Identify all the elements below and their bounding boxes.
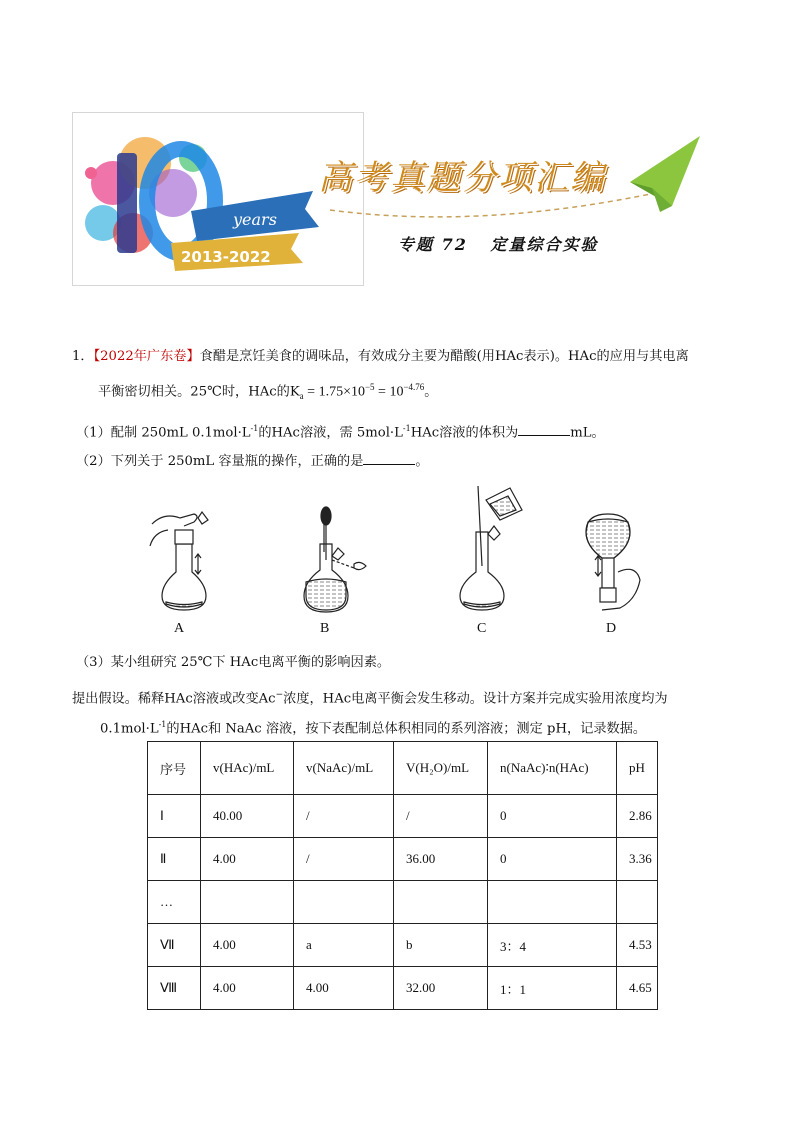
para1-rest: 浓度，HAc电离平衡会发生移动。设计方案并完成实验用浓度均为 [283,691,668,707]
cell: … [148,881,201,924]
cell: 4.00 [294,967,394,1010]
figure-label-b: B [320,621,330,636]
experiment-table [147,741,658,1010]
part1-exp2: -1 [402,424,411,433]
part2-text: （2）下列关于 250mL 容量瓶的操作，正确的是 [76,454,364,469]
para2-rest: 的HAc和 NaAc 溶液，按下表配制总体积相同的系列溶液；测定 pH，记录数据。 [166,721,647,737]
part1-exp: -1 [250,424,259,433]
para1-text: 提出假设。稀释HAc溶液或改变Ac [72,691,276,707]
col-header-ratio: n(NaAc)∶n(HAc) [488,742,617,795]
col-header-index: 序号 [148,742,201,795]
ka-value: = 1.75×10 [303,384,365,400]
ka-text: 平衡密切相关。25℃时，HAc的K [98,384,300,400]
cell [488,881,617,924]
table-row [148,838,658,881]
source-tag: 【2022年广东卷】 [93,349,200,364]
col-header-v-hac: v(HAc)/mL [201,742,294,795]
table-header-row [148,742,658,795]
part1-mid2: HAc溶液的体积为 [410,425,519,441]
ka-subscript: a [299,391,304,402]
col-header-v-naac: v(NaAc)/mL [294,742,394,795]
para1-sup: − [275,690,284,700]
cell [394,881,488,924]
banner-years-text: years [233,210,277,229]
ka-exponent-2: −4.76 [403,382,425,392]
part2-end: 。 [415,454,429,469]
part1-mid: 的HAc溶液，需 5mol·L [258,425,403,441]
question-line-1 [72,348,689,366]
cell [617,881,658,924]
figure-label-d: D [606,621,617,636]
flask-d [586,514,640,610]
col-header-ph: pH [617,742,658,795]
table-row [148,967,658,1010]
table-row [148,924,658,967]
hypothesis-paragraph-line-1 [72,686,668,708]
table-row [148,881,658,924]
cell: 2.86 [617,795,658,838]
cell: 1：1 [488,967,617,1010]
cell: 4.53 [617,924,658,967]
figure-label-c: C [477,621,487,636]
answer-blank-1[interactable] [518,423,570,436]
cell: 32.00 [394,967,488,1010]
banner-range-text: 2013-2022 [181,248,271,266]
topic-subtitle: 专题 72 定量综合实验 [398,235,599,254]
flask-a [150,512,208,610]
part-3: （3）某小组研究 25℃下 HAc电离平衡的影响因素。 [76,655,391,670]
ka-exponent: −5 [364,382,375,392]
ka-end: 。 [424,384,438,400]
cell: Ⅰ [148,795,201,838]
cell: / [294,795,394,838]
cell: 3.36 [617,838,658,881]
para2-text: 0.1mol·L [100,721,159,737]
cell: Ⅷ [148,967,201,1010]
cell: Ⅶ [148,924,201,967]
part1-text: （1）配制 250mL 0.1mol·L [76,425,251,441]
cell: 0 [488,838,617,881]
cell: Ⅱ [148,838,201,881]
cell: 0 [488,795,617,838]
cell: 40.00 [201,795,294,838]
cell: 36.00 [394,838,488,881]
para2-exp: -1 [158,720,167,729]
cell: b [394,924,488,967]
cell [294,881,394,924]
ka-value-power: = 10 [374,384,404,400]
cell: a [294,924,394,967]
hypothesis-paragraph-line-2 [100,716,646,738]
flask-figure [140,484,660,644]
table-row [148,795,658,838]
flask-b [304,507,366,612]
answer-blank-2[interactable] [363,452,415,465]
question-text: 食醋是烹饪美食的调味品，有效成分主要为醋酸(用HAc表示)。HAc的应用与其电离 [199,349,689,364]
cell: 4.00 [201,967,294,1010]
part1-end: mL。 [570,425,605,441]
cell: 3：4 [488,924,617,967]
page-title: 高考真题分项汇编 [318,158,606,198]
question-line-2 [98,378,437,405]
cell: 4.00 [201,924,294,967]
part-1 [76,420,605,442]
cell [201,881,294,924]
cell: / [294,838,394,881]
cell: 4.00 [201,838,294,881]
col-header-v-h2o: V(H₂O)/mL [394,742,488,795]
cell: / [394,795,488,838]
flask-c [460,486,522,610]
flask-operations-illustration [140,484,660,644]
cell: 4.65 [617,967,658,1010]
figure-label-a: A [174,621,185,636]
part-2 [76,452,429,471]
question-number: 1． [72,349,94,364]
